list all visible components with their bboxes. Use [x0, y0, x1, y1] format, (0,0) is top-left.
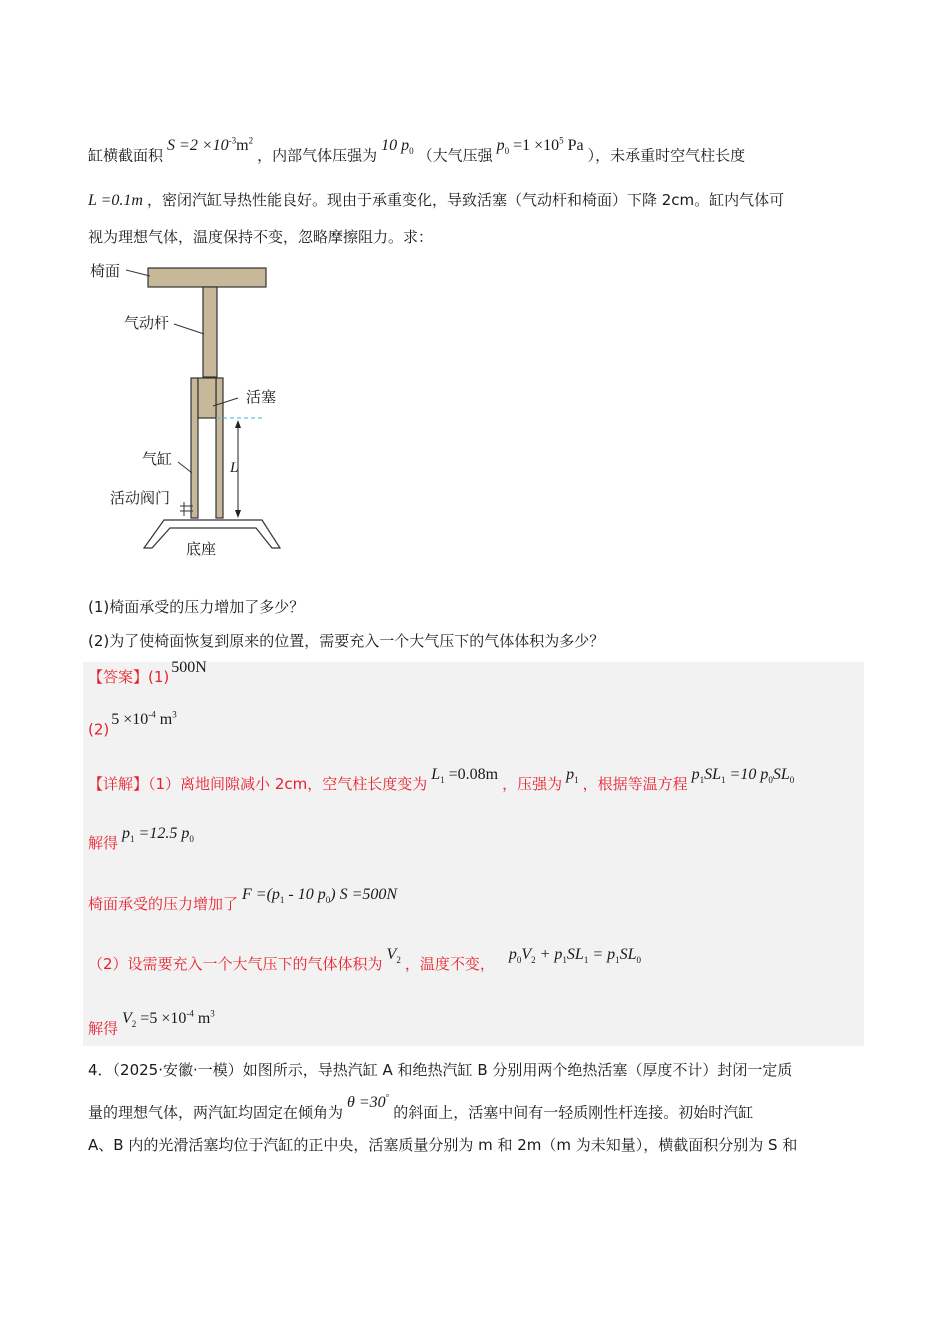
math-text: F =(p — [242, 886, 280, 903]
angle-formula — [347, 1094, 389, 1111]
math-text: SL — [566, 946, 584, 963]
math-sub: 0 — [189, 834, 194, 845]
question-2 — [88, 630, 604, 652]
math-sub: 2 — [131, 1019, 137, 1030]
math-sub: 0 — [789, 775, 795, 786]
atm-formula — [496, 136, 584, 157]
math-sub: 1 — [279, 895, 285, 906]
answer-line-2 — [88, 710, 181, 741]
detail-line-2 — [88, 825, 198, 860]
math-text: SL — [619, 946, 637, 963]
text: 椅面承受的压力增加了 — [88, 895, 239, 913]
math-text: - 10 p — [284, 886, 326, 903]
intro-line-2 — [88, 189, 784, 212]
math-sub: 0 — [325, 895, 331, 906]
math-text: 10 p — [381, 137, 410, 155]
math-sup: 2 — [248, 136, 254, 146]
math-unit: Pa — [563, 137, 584, 155]
math-text: V — [122, 1010, 132, 1028]
math-sup: 5 — [559, 136, 564, 146]
math-text: p — [691, 766, 700, 783]
math-text: + p — [535, 946, 563, 963]
text: 视为理想气体，温度保持不变，忽略摩擦阻力。求： — [88, 228, 434, 246]
math-sub: 1 — [699, 775, 705, 786]
math-sub: 0 — [409, 146, 414, 157]
math-text: p — [496, 137, 505, 155]
text: 解得 — [88, 834, 119, 852]
text: ，压强为 — [502, 775, 563, 793]
leader-cylinder — [178, 462, 192, 473]
math-sub: 1 — [130, 834, 135, 845]
text: （2）设需要充入一个大气压下的气体体积为 — [88, 955, 383, 973]
math-sub: 1 — [440, 775, 445, 786]
math-sub: 0 — [504, 146, 510, 157]
cylinder-left-wall — [191, 378, 198, 518]
math-sub: 1 — [615, 955, 620, 966]
arrow-top — [235, 420, 241, 428]
math-text: 5 ×10 — [111, 711, 149, 729]
math-text: = p — [588, 946, 616, 963]
text: ，内部气体压强为 — [257, 146, 378, 165]
label-piston: 活塞 — [246, 388, 277, 406]
detail-math-8 — [122, 1009, 215, 1030]
detail-line-1 — [88, 766, 798, 801]
math-unit: m — [236, 137, 249, 155]
math-text: SL — [704, 766, 722, 783]
math-text: S =2 ×10 — [167, 137, 229, 155]
text: 的斜面上，活塞中间有一轻质刚性杆连接。初始时汽缸 — [393, 1103, 754, 1122]
text: ），未承重时空气柱长度 — [587, 146, 746, 165]
math-text: L — [431, 766, 441, 783]
area-formula — [167, 137, 253, 154]
problem4-line-3 — [88, 1134, 797, 1156]
text: ，密闭汽缸导热性能良好。现由于承重变化，导致活塞（气动杆和椅面）下降 2cm。缸内气体可 — [146, 191, 785, 209]
question-1 — [88, 596, 304, 618]
detail-line-4 — [88, 946, 645, 981]
text: ，根据等温方程 — [582, 775, 688, 793]
text: ，温度不变， — [404, 955, 495, 973]
detail-math-6 — [386, 946, 401, 966]
text: 量的理想气体，两汽缸均固定在倾角为 — [88, 1103, 344, 1122]
math-sup: ° — [385, 1093, 390, 1103]
arrow-bottom — [235, 510, 241, 518]
problem4-line-2 — [88, 1093, 754, 1124]
detail-math-4 — [122, 825, 194, 845]
math-sup: 3 — [172, 710, 177, 720]
math-sup: -4 — [148, 710, 156, 720]
math-text: p — [122, 825, 131, 842]
math-text: L =0.1m — [88, 192, 143, 209]
answer-box — [83, 662, 864, 1046]
detail-tag: 【详解】 — [88, 775, 149, 793]
math-text: 500N — [171, 659, 207, 676]
text: (1) — [148, 668, 170, 686]
text: 缸横截面积 — [88, 146, 164, 165]
piston-block — [198, 378, 216, 418]
math-sup: -3 — [228, 136, 237, 146]
math-text: V — [521, 946, 532, 963]
detail-math-3 — [691, 766, 795, 786]
detail-math-5 — [242, 886, 398, 906]
seat-plate — [148, 268, 266, 287]
answer-2-value — [111, 711, 176, 728]
intro-line-3 — [88, 226, 433, 248]
math-sub: 0 — [636, 955, 642, 966]
label-rod: 气动杆 — [124, 314, 170, 332]
text: A、B 内的光滑活塞均位于汽缸的正中央，活塞质量分别为 m 和 2m（m 为未知量），横截面积分别为 S 和 — [88, 1136, 798, 1154]
label-cylinder: 气缸 — [142, 450, 173, 468]
math-text: =10 p — [725, 766, 769, 783]
math-text: V — [386, 946, 397, 963]
label-seat: 椅面 — [90, 262, 121, 280]
text: 4．（2025·安徽·一模）如图所示，导热汽缸 A 和绝热汽缸 B 分别用两个绝热活塞（厚度不计）封闭一定质 — [88, 1061, 793, 1079]
length-formula — [88, 192, 143, 209]
math-sub: 1 — [574, 775, 579, 786]
pressure-formula — [381, 137, 414, 157]
math-text: p — [566, 766, 575, 783]
text: (2)为了使椅面恢复到原来的位置，需要充入一个大气压下的气体体积为多少？ — [88, 632, 605, 650]
math-text: θ =30 — [347, 1094, 386, 1112]
math-sub: 0 — [516, 955, 522, 966]
math-sup: -4 — [186, 1009, 194, 1019]
leader-seat — [126, 270, 150, 276]
math-sub: 2 — [396, 955, 401, 966]
answer-line-1 — [88, 659, 211, 689]
chair-diagram — [90, 258, 300, 558]
math-sub: 2 — [531, 955, 536, 966]
detail-math-7 — [508, 946, 642, 966]
label-valve: 活动阀门 — [110, 489, 171, 507]
math-text: =1 ×10 — [509, 137, 560, 155]
detail-math-2 — [566, 766, 579, 786]
math-text: =0.08m — [444, 766, 499, 783]
math-text: SL — [772, 766, 790, 783]
math-sub: 1 — [562, 955, 567, 966]
text: （大气压强 — [417, 146, 493, 165]
math-sub: 1 — [721, 775, 726, 786]
intro-line-1 — [88, 136, 746, 173]
math-text: ) S =500N — [330, 886, 398, 903]
answer-tag: 【答案】 — [88, 668, 149, 686]
text: 解得 — [88, 1019, 119, 1038]
problem4-line-1 — [88, 1059, 792, 1081]
math-unit: m — [155, 711, 173, 729]
text: (1)椅面承受的压力增加了多少？ — [88, 598, 305, 616]
text: (2) — [88, 720, 110, 739]
detail-math-1 — [431, 766, 499, 786]
label-length: L — [230, 460, 239, 476]
math-sub: 0 — [768, 775, 773, 786]
detail-line-3 — [88, 886, 401, 921]
math-sup: 3 — [210, 1009, 215, 1019]
text: （1）离地间隙减小 2cm，空气柱长度变为 — [148, 775, 428, 793]
math-text: p — [508, 946, 517, 963]
detail-line-5 — [88, 1009, 219, 1046]
math-sub: 1 — [583, 955, 589, 966]
answer-1-value — [171, 659, 207, 676]
math-text: =12.5 p — [134, 825, 190, 842]
leader-rod — [174, 324, 204, 334]
cylinder-right-wall — [216, 378, 223, 518]
label-base: 底座 — [186, 540, 217, 558]
rod-shape — [203, 287, 217, 377]
math-unit: m — [193, 1010, 211, 1028]
math-text: =5 ×10 — [136, 1010, 187, 1028]
